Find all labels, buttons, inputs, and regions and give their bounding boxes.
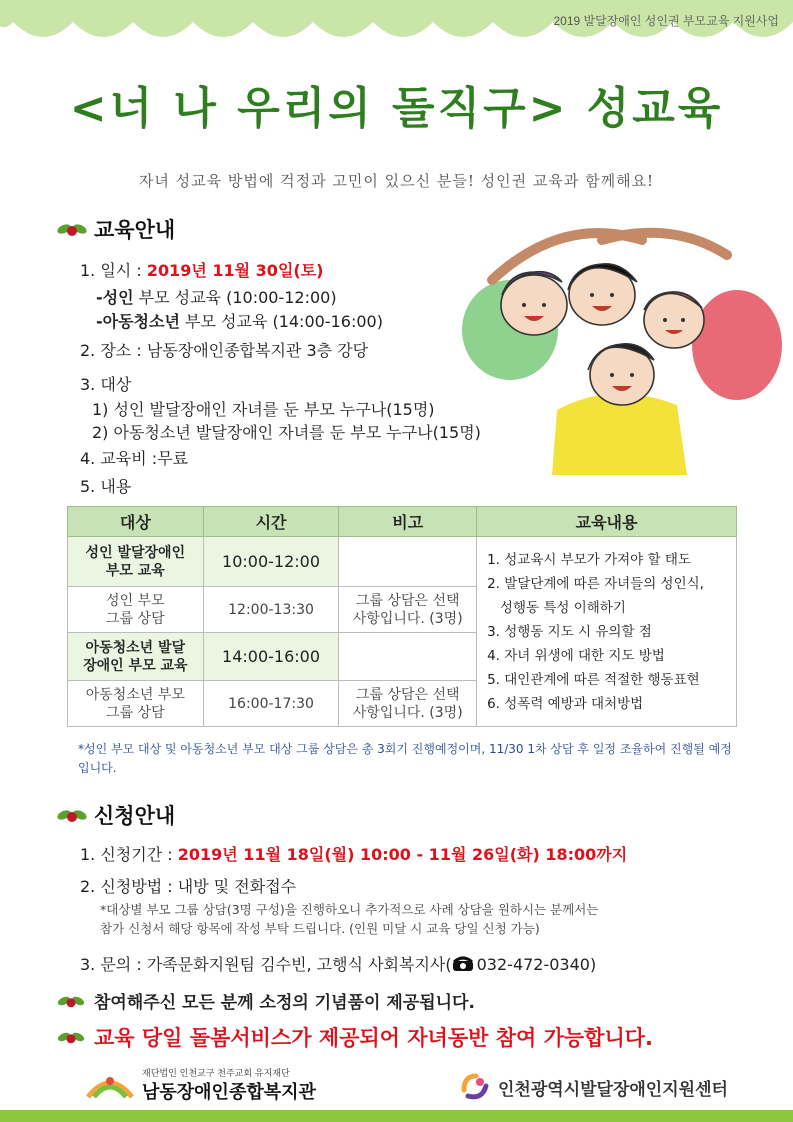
session2-bold: -아동청소년: [96, 312, 180, 331]
session2-line: [96, 309, 383, 332]
leaf-bullet-icon: [56, 992, 86, 1010]
method-note-line: 참가 신청서 해당 항목에 작성 부탁 드립니다. (인원 미달 시 교육 당일 신청 가능): [100, 921, 540, 936]
welfare-center-name: 남동장애인종합복지관: [142, 1082, 316, 1103]
education-heading: [56, 214, 175, 244]
target1-line: 1) 성인 발달장애인 자녀를 둔 부모 누구나(15명): [92, 400, 435, 419]
support-center-logo-icon: [458, 1072, 492, 1102]
rainbow-logo-icon: [84, 1071, 136, 1101]
table-cell-time: 16:00-17:30: [203, 681, 339, 727]
contact-prefix: 3. 문의 : 가족문화지원팀 김수빈, 고행식 사회복지사(: [80, 955, 452, 974]
table-header-row: [68, 507, 737, 537]
support-center-logo: [458, 1072, 728, 1102]
content-item: 5. 대인관계에 따른 적절한 행동표현: [487, 671, 700, 688]
table-header: 교육내용: [477, 507, 737, 537]
table-cell-target: 아동청소년 부모 그룹 상담: [68, 681, 204, 727]
target2-line: 2) 아동청소년 발달장애인 자녀를 둔 부모 누구나(15명): [92, 423, 481, 442]
period-line: [80, 842, 627, 865]
page-title: <너 나 우리의 돌직구> 성교육: [69, 83, 724, 134]
education-table: [67, 506, 737, 727]
welfare-center-foundation: 재단법인 인천교구 천주교회 유지재단: [142, 1069, 290, 1079]
footer-bar: [0, 1110, 793, 1122]
contact-line: [80, 952, 596, 975]
gift-notice: [56, 988, 475, 1013]
content-item: 1. 성교육시 부모가 가져야 할 태도: [487, 551, 691, 568]
table-header: 대상: [68, 507, 204, 537]
content-item: 2. 발달단계에 따른 자녀들의 성인식,: [487, 575, 704, 592]
education-heading-text: 교육안내: [94, 218, 176, 242]
care-notice-text: 교육 당일 돌봄서비스가 제공되어 자녀동반 참여 가능합니다.: [94, 1026, 653, 1050]
contact-phone: 032-472-0340): [476, 955, 597, 974]
welfare-center-logo: [84, 1068, 316, 1104]
support-center-name: 인천광역시발달장애인지원센터: [498, 1079, 728, 1100]
method-note: [100, 900, 598, 938]
leaf-bullet-icon: [56, 1028, 86, 1046]
content-item: 성행동 특성 이해하기: [487, 599, 626, 616]
date-value: 2019년 11월 30일(토): [146, 261, 324, 280]
leaf-bullet-icon: [56, 219, 88, 239]
table-header: 시간: [203, 507, 339, 537]
period-value: 2019년 11월 18일(월) 10:00 - 11월 26일(화) 18:00까지: [177, 845, 628, 864]
page-subtitle: 자녀 성교육 방법에 걱정과 고민이 있으신 분들! 성인권 교육과 함께해요!: [138, 172, 655, 190]
table-header: 비고: [339, 507, 477, 537]
table-cell-time: 12:00-13:30: [203, 587, 339, 633]
phone-icon: [452, 956, 474, 972]
content-label: 5. 내용: [80, 477, 132, 496]
method-note-line: *대상별 부모 그룹 상담(3명 구성)을 진행하오니 추가적으로 사례 상담을 원하시는 분께서는: [100, 902, 599, 917]
table-cell-note: 그룹 상담은 선택 사항입니다. (3명): [339, 587, 477, 633]
session1-bold: -성인: [96, 288, 134, 307]
method-line: 2. 신청방법 : 내방 및 전화접수: [80, 877, 297, 896]
application-heading: [56, 800, 175, 830]
content-item: 6. 성폭력 예방과 대처방법: [487, 695, 644, 712]
content-item: 3. 성행동 지도 시 유의할 점: [487, 623, 652, 640]
place-line: 2. 장소 : 남동장애인종합복지관 3층 강당: [80, 341, 369, 360]
family-illustration: [462, 210, 782, 475]
date-line: [80, 258, 323, 281]
table-cell-contents: [477, 537, 737, 727]
table-cell-time: 10:00-12:00: [203, 537, 339, 587]
table-cell-target: 성인 부모 그룹 상담: [68, 587, 204, 633]
table-row: [68, 537, 737, 587]
care-notice: [56, 1022, 653, 1052]
fee-line: 4. 교육비 :무료: [80, 449, 189, 468]
application-heading-text: 신청안내: [94, 804, 176, 828]
date-label: 1. 일시 :: [80, 261, 147, 280]
table-cell-target: 성인 발달장애인 부모 교육: [68, 537, 204, 587]
table-cell-note: 그룹 상담은 선택 사항입니다. (3명): [339, 681, 477, 727]
session1-rest: 부모 성교육 (10:00-12:00): [133, 288, 337, 307]
table-footnote: *성인 부모 대상 및 아동청소년 부모 대상 그룹 상담은 총 3회기 진행예정이며, 11/30 1차 상담 후 일정 조율하여 진행될 예정입니다.: [78, 742, 732, 775]
period-label: 1. 신청기간 :: [80, 845, 178, 864]
table-cell-time: 14:00-16:00: [203, 633, 339, 681]
session2-rest: 부모 성교육 (14:00-16:00): [179, 312, 383, 331]
sponsor-label: 2019 발달장애인 성인권 부모교육 지원사업: [553, 14, 779, 28]
target-label: 3. 대상: [80, 375, 132, 394]
table-cell-target: 아동청소년 발달 장애인 부모 교육: [68, 633, 204, 681]
leaf-bullet-icon: [56, 805, 88, 825]
session1-line: [96, 285, 337, 308]
content-item: 4. 자녀 위생에 대한 지도 방법: [487, 647, 665, 664]
table-cell-note: [339, 537, 477, 587]
table-cell-note: [339, 633, 477, 681]
gift-notice-text: 참여해주신 모든 분께 소정의 기념품이 제공됩니다.: [94, 993, 475, 1013]
